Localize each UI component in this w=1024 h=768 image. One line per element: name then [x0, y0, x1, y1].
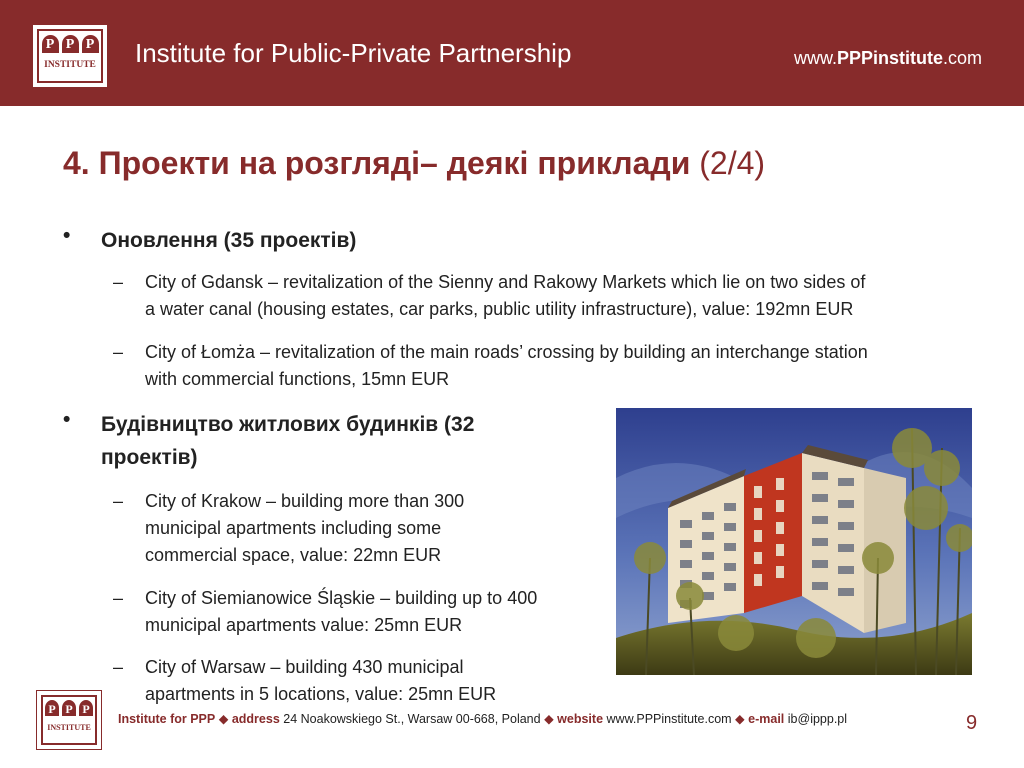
bullet-label: Оновлення (35 проектів)	[101, 229, 357, 252]
page-number: 9	[966, 712, 978, 734]
bullet-dot: •	[63, 408, 71, 431]
org-title: Institute for Public-Private Partnership	[135, 38, 572, 68]
apartment-building-photo	[616, 408, 972, 675]
ppp-logo: P P P INSTITUTE	[32, 24, 108, 88]
header-bar	[0, 0, 1024, 106]
header-website: www.PPPinstitute.com	[793, 48, 982, 68]
bullet-dot: •	[63, 224, 71, 247]
footer-contact: Institute for PPP ◆ address 24 Noakowskiego St., Warsaw 00-668, Poland ◆ website www.PPPinstitute.com ◆ e-mail ib@ippp.pl	[118, 712, 848, 726]
slide-title: 4. Проекти на розгляді– деякі приклади (2/4)	[63, 145, 766, 181]
footer-logo: P P P INSTITUTE	[36, 690, 102, 750]
